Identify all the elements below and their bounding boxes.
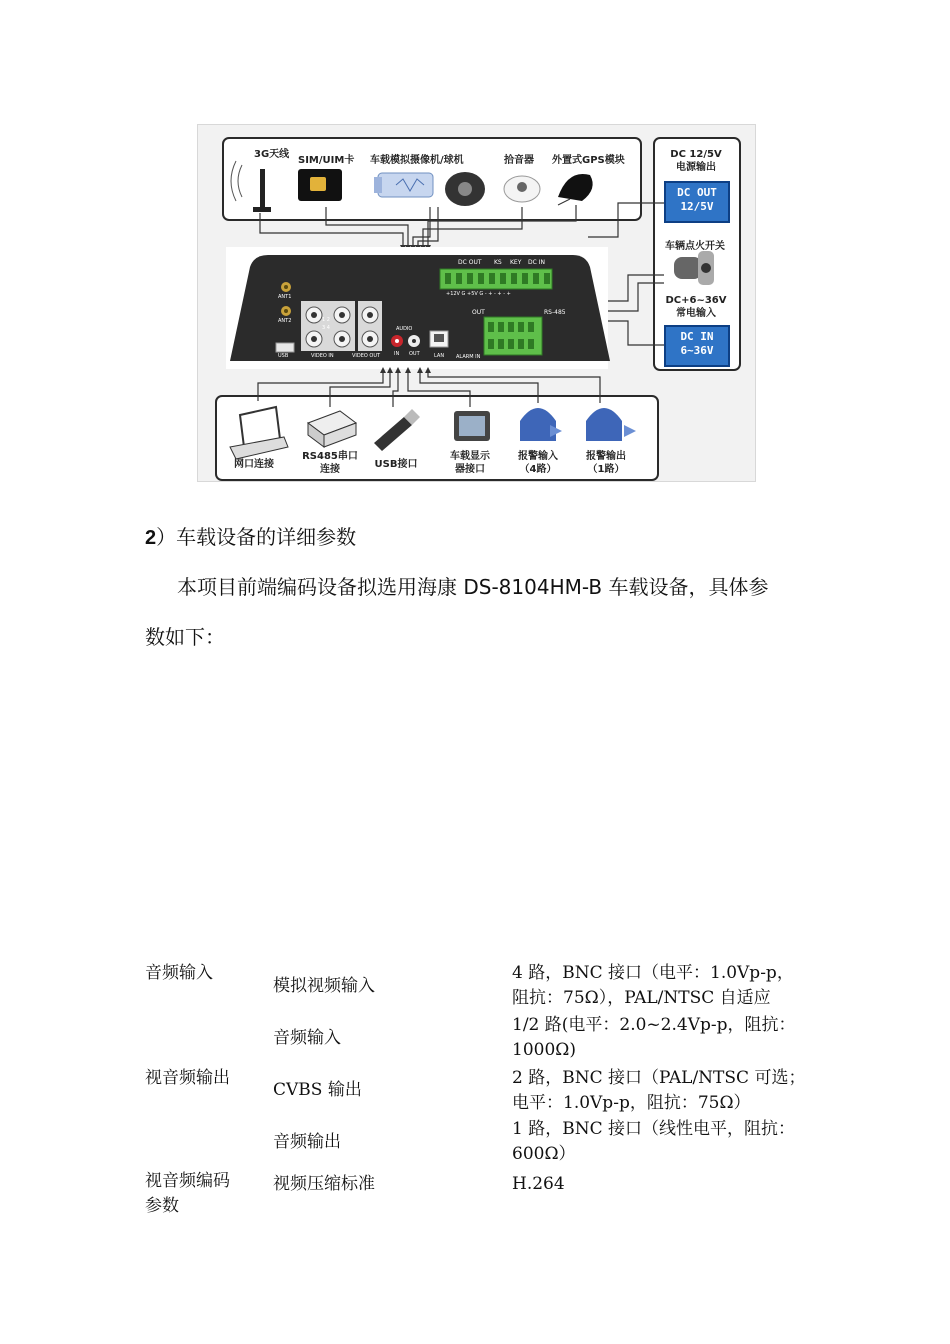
dc-in-port-label: DC IN bbox=[528, 259, 545, 266]
dc-out-box-line2: 12/5V bbox=[680, 200, 714, 213]
power-in-caption-1: DC+6~36V bbox=[665, 295, 727, 306]
gps-module-icon bbox=[558, 174, 593, 205]
power-in-caption-2: 常电输入 bbox=[676, 308, 716, 319]
sim-label: SIM/UIM卡 bbox=[298, 155, 355, 166]
ant2-label: ANT2 bbox=[278, 318, 292, 324]
table-item: 音频输入 bbox=[273, 1028, 341, 1048]
table-item: 音频输出 bbox=[273, 1132, 341, 1152]
table-value-line2: 600Ω） bbox=[512, 1144, 576, 1164]
out-port-label: OUT bbox=[472, 309, 485, 316]
table-value-line1: H.264 bbox=[512, 1174, 565, 1194]
usb-port-label: USB bbox=[278, 353, 289, 359]
ks-port-label: KS bbox=[494, 259, 502, 266]
rs485-converter-icon bbox=[308, 411, 356, 447]
alarm-in-label-2: （4路） bbox=[519, 464, 557, 475]
table-item: 模拟视频输入 bbox=[273, 976, 375, 996]
power-out-caption-2: 电源输出 bbox=[676, 162, 716, 173]
lan-port-inner bbox=[434, 334, 444, 342]
display-label-1: 车载显示 bbox=[450, 451, 490, 462]
top-terminal-block bbox=[440, 269, 552, 289]
ignition-switch-icon bbox=[674, 251, 714, 285]
display-label-2: 器接口 bbox=[455, 464, 485, 475]
power-out-caption-1: DC 12/5V bbox=[670, 149, 722, 160]
dc-out-box bbox=[664, 181, 730, 223]
intro-paragraph-line2: 数如下： bbox=[145, 625, 225, 649]
camera-label: 车载模拟摄像机/球机 bbox=[370, 155, 464, 166]
section-heading bbox=[145, 521, 356, 550]
video-out-connectors bbox=[358, 301, 382, 351]
rs485-port-label: RS-485 bbox=[544, 309, 566, 316]
display-monitor-icon bbox=[454, 411, 490, 441]
table-category: 音频输入 bbox=[145, 963, 213, 983]
section-heading-text: ）车载设备的详细参数 bbox=[156, 525, 357, 549]
dc-in-box bbox=[664, 325, 730, 367]
lan-port-label: LAN bbox=[434, 353, 445, 359]
alarm-in-label-1: 报警输入 bbox=[518, 451, 558, 462]
bottom-terminal-block bbox=[484, 317, 542, 355]
camera-icon bbox=[374, 172, 485, 206]
rs485-label-2: 连接 bbox=[320, 464, 340, 475]
video-in-nums-bottom: 3 4 bbox=[322, 325, 330, 331]
audio-label: AUDIO bbox=[396, 326, 413, 332]
laptop-icon bbox=[230, 407, 288, 459]
alarm-input-icon bbox=[520, 408, 562, 441]
table-item: 视频压缩标准 bbox=[273, 1174, 375, 1194]
usb-port bbox=[276, 343, 294, 352]
video-in-nums-top: 1 2 bbox=[322, 317, 330, 323]
dc-out-box-line1: DC OUT bbox=[677, 186, 717, 199]
table-value-line1: 1 路，BNC 接口（线性电平，阻抗： bbox=[512, 1119, 795, 1139]
alarm-out-label-1: 报警输出 bbox=[586, 451, 626, 462]
table-value-line2: 阻抗：75Ω），PAL/NTSC 自适应 bbox=[512, 988, 771, 1008]
usb-label: USB接口 bbox=[374, 459, 418, 470]
section-heading-number: 2 bbox=[145, 527, 157, 549]
key-port-label: KEY bbox=[510, 259, 522, 266]
video-in-label: VIDEO IN bbox=[311, 353, 334, 359]
table-category-line2: 参数 bbox=[145, 1196, 179, 1216]
mic-label: 拾音器 bbox=[504, 155, 534, 166]
table-value-line2: 电平：1.0Vp-p，阻抗：75Ω） bbox=[512, 1093, 751, 1113]
audio-in-label: IN bbox=[394, 351, 400, 357]
table-category: 视音频输出 bbox=[145, 1068, 230, 1088]
alarm-out-label-2: （1路） bbox=[587, 464, 625, 475]
table-value-line1: 4 路，BNC 接口（电平：1.0Vp-p， bbox=[512, 963, 794, 983]
gps-label: 外置式GPS模块 bbox=[552, 155, 625, 166]
network-label: 网口连接 bbox=[234, 459, 274, 470]
ant1-label: ANT1 bbox=[278, 294, 292, 300]
table-value-line2: 1000Ω) bbox=[512, 1040, 576, 1060]
sim-card-icon bbox=[298, 169, 342, 201]
usb-stick-icon bbox=[374, 409, 420, 451]
video-out-label: VIDEO OUT bbox=[352, 353, 381, 359]
table-value-line1: 2 路，BNC 接口（PAL/NTSC 可选； bbox=[512, 1068, 806, 1088]
microphone-icon bbox=[504, 176, 540, 202]
antenna-icon bbox=[231, 161, 271, 212]
dc-out-port-label: DC OUT bbox=[458, 259, 482, 266]
table-item: CVBS 输出 bbox=[273, 1080, 362, 1100]
intro-paragraph-line1: 本项目前端编码设备拟选用海康 DS-8104HM-B 车载设备，具体参 bbox=[177, 575, 769, 599]
table-category: 视音频编码 bbox=[145, 1171, 230, 1191]
device-connection-diagram bbox=[197, 124, 756, 482]
terminal-row-label: +12V G +5V G - + - + - + bbox=[446, 291, 511, 297]
bottom-wires bbox=[258, 369, 600, 407]
ignition-label: 车辆点火开关 bbox=[665, 241, 725, 252]
table-value-line1: 1/2 路(电平：2.0~2.4Vp-p，阻抗： bbox=[512, 1015, 796, 1035]
alarm-output-icon bbox=[586, 408, 636, 441]
audio-out-label: OUT bbox=[409, 351, 420, 357]
rs485-label-1: RS485串口 bbox=[302, 451, 358, 462]
dc-in-box-line2: 6~36V bbox=[680, 344, 714, 357]
dc-in-box-line1: DC IN bbox=[680, 330, 714, 343]
alarm-in-port-label: ALARM IN bbox=[456, 354, 481, 360]
antenna-label: 3G天线 bbox=[254, 149, 290, 160]
